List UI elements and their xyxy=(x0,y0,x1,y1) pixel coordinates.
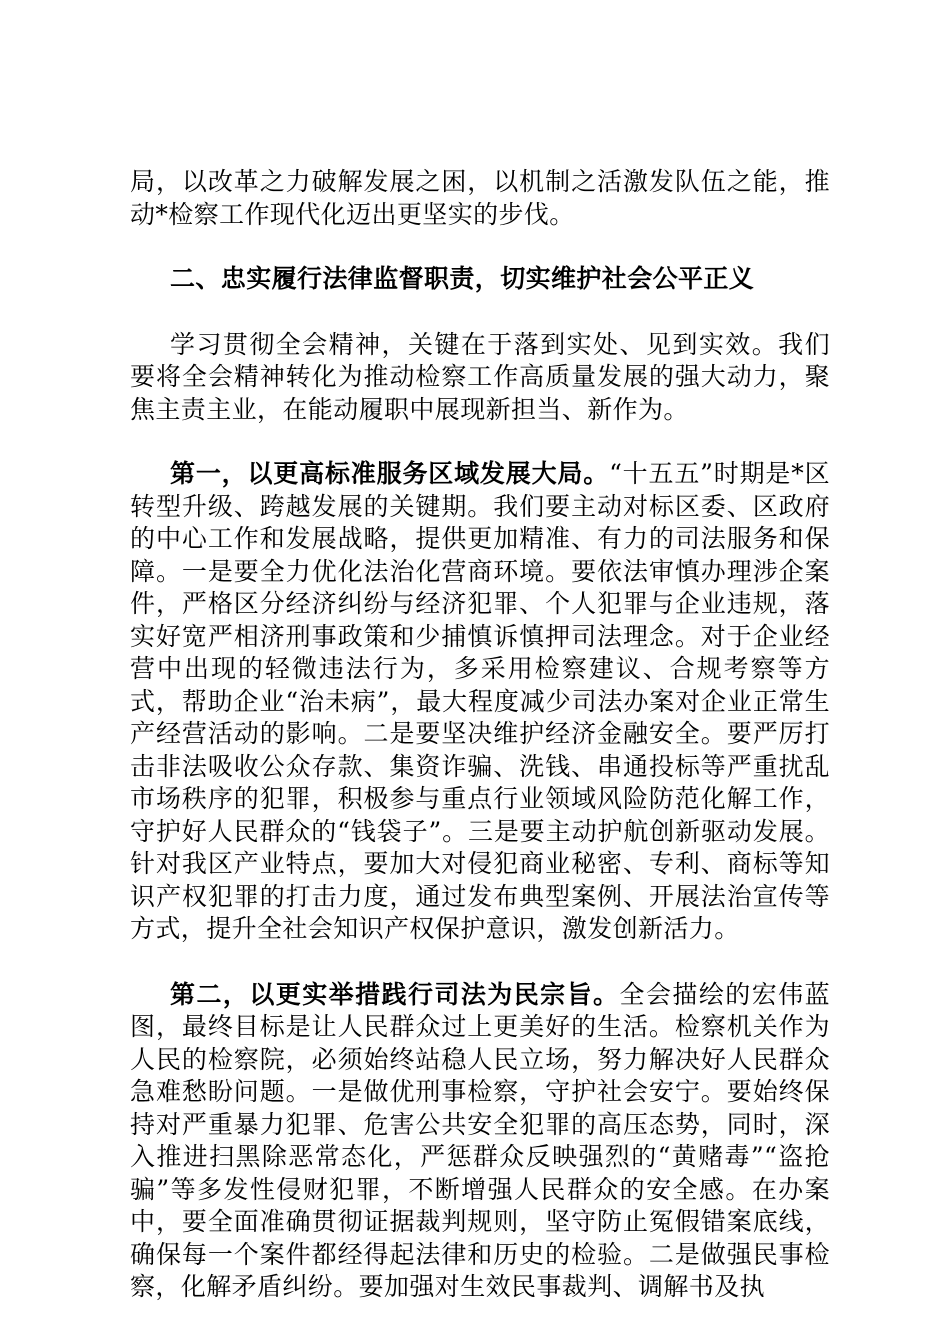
paragraph-first xyxy=(130,458,830,946)
paragraph-continuation: 局，以改革之力破解发展之困，以机制之活激发队伍之能，推动*检察工作现代化迈出更坚实的步伐。 xyxy=(130,167,830,229)
paragraph-intro: 学习贯彻全会精神，关键在于落到实处、见到实效。我们要将全会精神转化为推动检察工作高质量发展的强大动力，聚焦主责主业，在能动履职中展现新担当、新作为。 xyxy=(130,329,830,424)
section-heading: 二、忠实履行法律监督职责，切实维护社会公平正义 xyxy=(170,264,755,293)
document-page xyxy=(130,166,830,1304)
paragraph-second xyxy=(130,979,830,1304)
paragraph-first-body: “十五五”时期是*区转型升级、跨越发展的关键期。我们要主动对标区委、区政府的中心工作和发展战略，提供更加精准、有力的司法服务和保障。一是要全力优化法治化营商环境。要依法审慎办理涉企案件，严格区分经济纠纷与经济犯罪、个人犯罪与企业违规，落实好宽严相济刑事政策和少捕慎诉慎押司法理念。对于企业经营中出现的轻微违法行为，多采用检察建议、合规考察等方式，帮助企业“治未病”，最大程度减少司法办案对企业正常生产经营活动的影响。二是要坚决维护经济金融安全。要严厉打击非法吸收公众存款、集资诈骗、洗钱、串通投标等严重扰乱市场秩序的犯罪，积极参与重点行业领域风险防范化解工作，守护好人民群众的“钱袋子”。三是要主动护航创新驱动发展。针对我区产业特点，要加大对侵犯商业秘密、专利、商标等知识产权犯罪的打击力度，通过发布典型案例、开展法治宣传等方式，提升全社会知识产权保护意识，激发创新活力。 xyxy=(130,459,830,943)
paragraph-second-lead: 第二，以更实举措践行司法为民宗旨。 xyxy=(170,979,620,1009)
paragraph-first-lead: 第一，以更高标准服务区域发展大局。 xyxy=(170,459,610,488)
paragraph-second-body: 全会描绘的宏伟蓝图，最终目标是让人民群众过上更美好的生活。检察机关作为人民的检察院，必须始终站稳人民立场，努力解决好人民群众急难愁盼问题。一是做优刑事检察，守护社会安宁。要始终保持对严重暴力犯罪、危害公共安全犯罪的高压态势，同时，深入推进扫黑除恶常态化，严惩群众反映强烈的“黄赌毒”“盗抢骗”等多发性侵财犯罪，不断增强人民群众的安全感。在办案中，要全面准确贯彻证据裁判规则，坚守防止冤假错案底线，确保每一个案件都经得起法律和历史的检验。二是做强民事检察，化解矛盾纠纷。要加强对生效民事裁判、调解书及执 xyxy=(130,979,830,1301)
